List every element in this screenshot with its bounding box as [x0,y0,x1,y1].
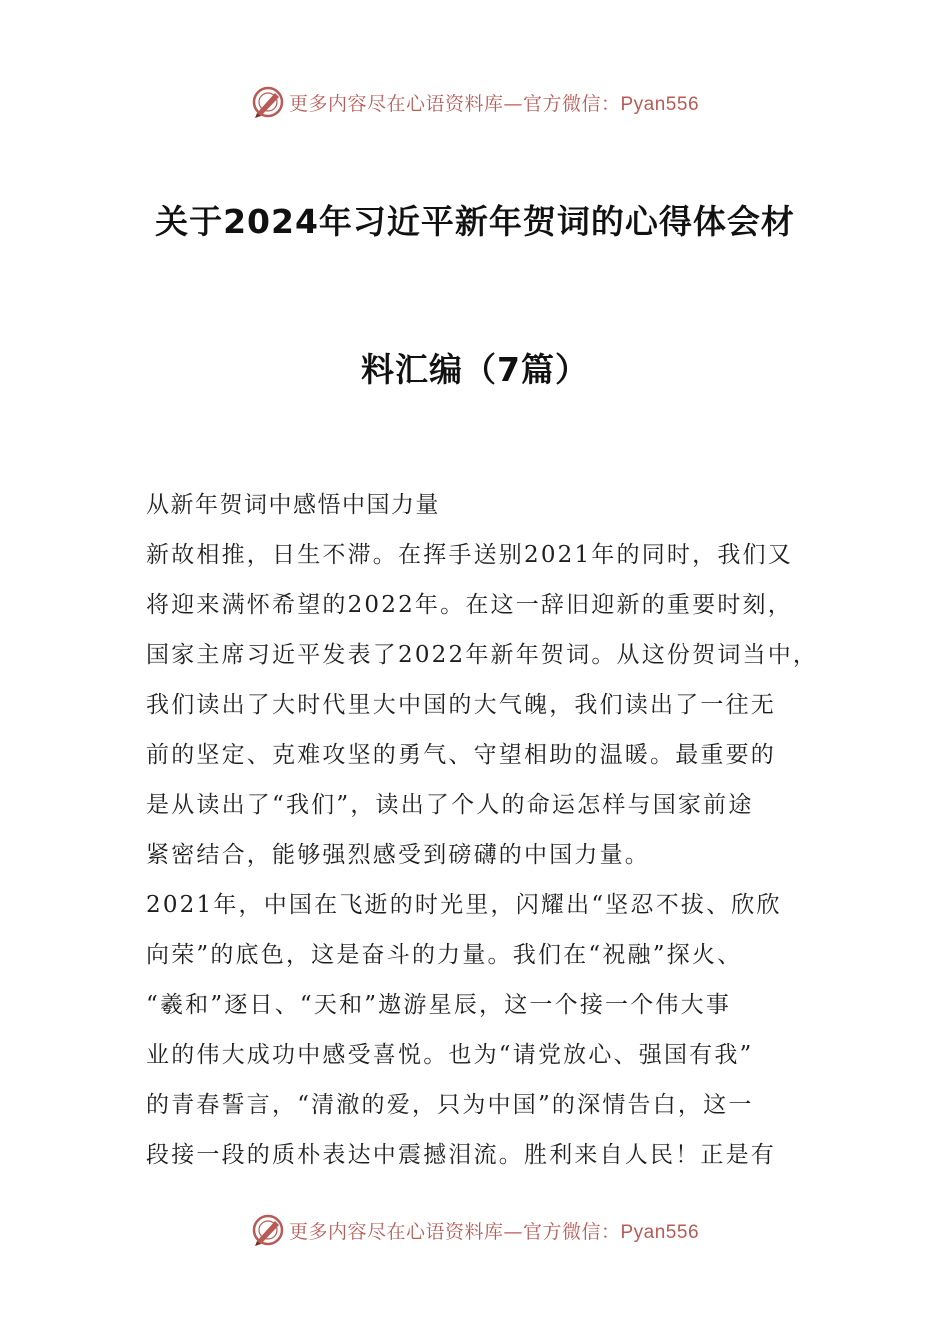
paragraph-line: 国家主席习近平发表了2022年新年贺词。从这份贺词当中， [146,642,819,668]
watermark-wechat-id: Pyan556 [620,1221,700,1243]
paragraph-line: 前的坚定、克难攻坚的勇气、守望相助的温暖。最重要的 [146,742,776,768]
paragraph-line: 我们读出了大时代里大中国的大气魄，我们读出了一往无 [146,692,776,718]
document-body [146,480,826,1180]
watermark-main-text: 更多内容尽在心语资料库—官方微信： [288,92,621,115]
paragraph-line: 2021年，中国在飞逝的时光里，闪耀出“坚忍不拔、欣欣 [146,892,782,918]
watermark-text [289,1217,699,1244]
watermark-text [289,89,699,116]
paragraph-line: 是从读出了“我们”，读出了个人的命运怎样与国家前途 [146,792,754,818]
paragraph-line: 业的伟大成功中感受喜悦。也为“请党放心、强国有我” [146,1042,754,1068]
document-title-line-1: 关于2024年习近平新年贺词的心得体会材 [155,202,795,241]
pen-circle-logo-icon [251,1213,285,1247]
pen-circle-logo-icon [251,85,285,119]
watermark-wechat-id: Pyan556 [620,93,700,115]
paragraph-line: 紧密结合，能够强烈感受到磅礴的中国力量。 [146,842,650,868]
paragraph-line: 向荣”的底色，这是奋斗的力量。我们在“祝融”探火、 [146,942,743,968]
watermark-footer [0,1210,950,1250]
paragraph-line: 段接一段的质朴表达中震撼泪流。胜利来自人民！正是有 [146,1142,776,1168]
paragraph-line: 的青春誓言，“清澈的爱，只为中国”的深情告白，这一 [146,1092,754,1118]
paragraph-line: 将迎来满怀希望的2022年。在这一辞旧迎新的重要时刻， [146,592,793,618]
paragraph-line: 新故相推，日生不滞。在挥手送别2021年的同时，我们又 [146,542,793,568]
document-title-line-2: 料汇编（7篇） [361,350,589,389]
section-heading: 从新年贺词中感悟中国力量 [146,492,440,518]
paragraph-line: “羲和”逐日、“天和”遨游星辰，这一个接一个伟大事 [146,992,732,1018]
watermark-main-text: 更多内容尽在心语资料库—官方微信： [288,1220,621,1243]
watermark-header [0,82,950,122]
